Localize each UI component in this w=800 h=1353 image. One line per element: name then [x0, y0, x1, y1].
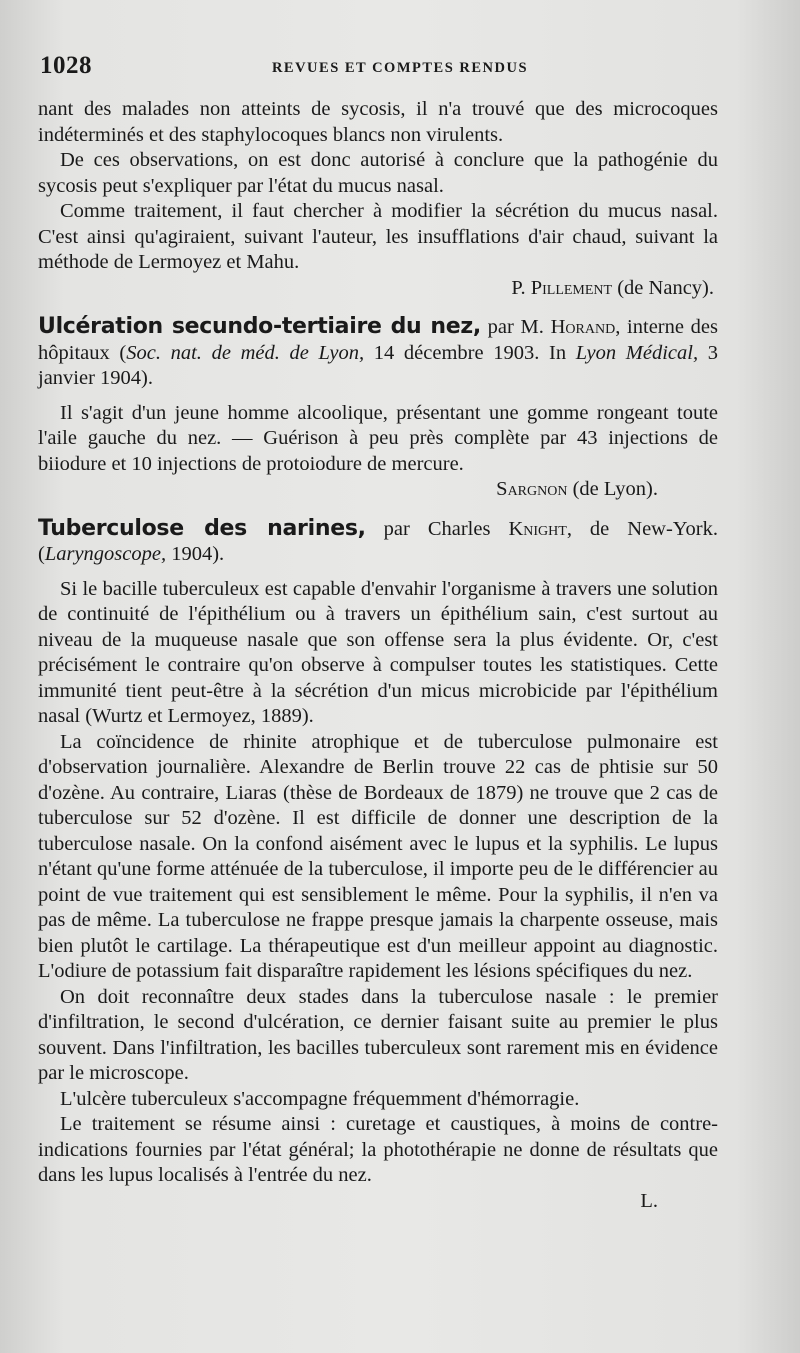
paragraph: L'ulcère tuberculeux s'accompagne fréquemment d'hémorragie.: [60, 1087, 580, 1110]
paragraph: Le traitement se résume ainsi : curetage et caustiques, à moins de contre-indications fournies par l'état général; la photothérapie ne donne de résultats que dans les lupus localisés à l'entrée du nez.: [38, 1113, 718, 1186]
signature: [38, 477, 658, 503]
article-title: Ulcération secundo-tertiaire du nez,: [38, 314, 481, 339]
paragraph: Il s'agit d'un jeune homme alcoolique, présentant une gomme rongeant toute l'aile gauche du nez. — Guérison à peu près complète par 43 injections de biiodure et 10 injections de protoiodure de mercure.: [38, 401, 718, 475]
paragraph: Si le bacille tuberculeux est capable d'envahir l'organisme à travers une solution de continuité de l'épithélium ou à travers un épithélium sain, c'est surtout au niveau de la muqueuse nasale que son offense sera la plus évidente. Or, c'est précisément le contraire qu'on observe à compulser toutes les statistiques. Cette immunité tient peut-être à la sécrétion d'un micus microbicide par l'épithélium nasal (Wurtz et Lermoyez, 1889).: [38, 577, 718, 727]
signature-name: Pillement: [530, 276, 613, 299]
reference-text: 14 décembre 1903. In: [364, 341, 576, 364]
page-number: 1028: [40, 52, 92, 79]
author-name: Knight: [508, 517, 567, 540]
article-title: Tuberculose des narines,: [38, 515, 366, 541]
byline-text: par Charles: [365, 517, 509, 540]
page-header: [40, 52, 760, 86]
journal-name: Laryngoscope,: [44, 543, 167, 565]
author-name: Horand: [550, 316, 616, 338]
signature: [38, 276, 714, 302]
paragraph: On doit reconnaître deux stades dans la tuberculose nasale : le premier d'infiltration, le second d'ulcération, ce dernier faisant suite au premier le plus souvent. Dans l'infiltration, les bacilles tuberculeux sont rarement mis en évidence par le microscope.: [38, 985, 718, 1084]
reference-text: , de New-York. (: [38, 517, 718, 565]
article-heading: [38, 314, 718, 392]
page-body: [38, 97, 718, 1214]
reference-text: 3 janvier 1904).: [38, 341, 719, 389]
signature: L.: [640, 1189, 658, 1212]
journal-name: Soc. nat. de méd. de Lyon,: [126, 341, 365, 364]
byline-text: par M.: [480, 316, 551, 338]
signature-place: (de Nancy).: [612, 276, 714, 299]
reference-text: 1904).: [166, 543, 225, 565]
paragraph: La coïncidence de rhinite atrophique et de tuberculose pulmonaire est d'observation journalière. Alexandre de Berlin trouve 22 cas de phtisie sur 50 d'ozène. Au contraire, Liaras (thèse de Bordeaux de 1879) ne trouve que 2 cas de tuberculose sur 52 d'ozène. Il est difficile de donner une description de la tuberculose nasale. On la confond aisément avec le lupus et la syphilis. Le lupus n'étant qu'une forme atténuée de la tuberculose, il importe peu de le différencier au point de vue traitement qui est sensiblement le même. Pour la syphilis, il n'en va pas de même. La tuberculose ne frappe presque jamais la charpente osseuse, mais bien plutôt le cartilage. La thérapeutique est d'un meilleur appoint au diagnostic. L'odiure de potassium fait disparaître rapidement les lésions spécifiques du nez.: [38, 730, 718, 982]
running-title: REVUES ET COMPTES RENDUS: [271, 60, 529, 76]
paragraph: De ces observations, on est donc autorisé à conclure que la pathogénie du sycosis peut s'expliquer par l'état du mucus nasal.: [38, 149, 718, 197]
signature-name: Sargnon: [496, 478, 568, 500]
signature-place: (de Lyon).: [567, 478, 658, 500]
signature-initial: P.: [511, 276, 531, 299]
article-heading: [38, 516, 718, 568]
reference-text: , interne des hôpitaux (: [38, 316, 719, 364]
continued-paragraph: nant des malades non atteints de sycosis, il n'a trouvé que des microcoques indéterminés et des staphylocoques blancs non virulents.: [38, 98, 718, 146]
paragraph: Comme traitement, il faut chercher à modifier la sécrétion du mucus nasal. C'est ainsi qu'agiraient, suivant l'auteur, les insufflations d'air chaud, suivant la méthode de Lermoyez et Mahu.: [38, 200, 718, 273]
journal-name: Lyon Médical,: [575, 341, 699, 364]
